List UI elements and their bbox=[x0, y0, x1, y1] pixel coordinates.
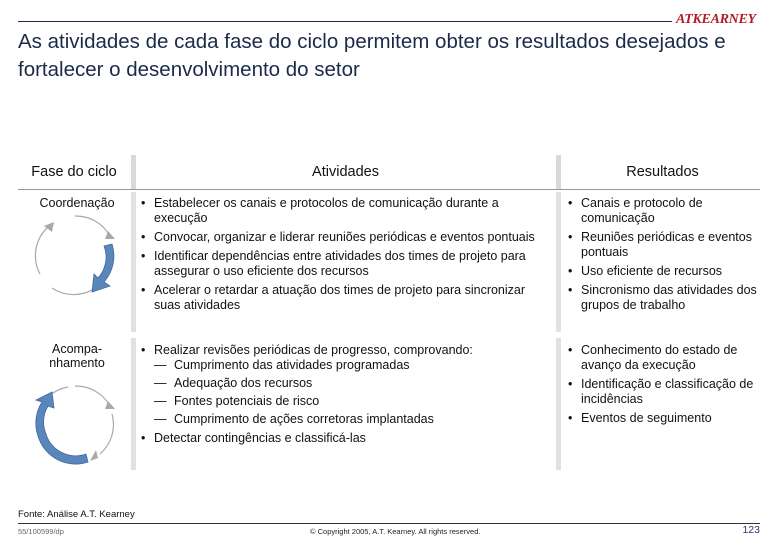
cycle-active-arrow bbox=[92, 244, 114, 292]
column-separator bbox=[556, 192, 561, 332]
result-item: • Uso eficiente de recursos bbox=[565, 264, 760, 279]
cycle-diagram-acompanhamento bbox=[28, 378, 122, 472]
cycle-segment bbox=[35, 227, 48, 274]
cycle-segment bbox=[100, 414, 113, 454]
activity-item: • Estabelecer os canais e protocolos de comunicação durante a execução bbox=[138, 196, 553, 226]
cycle-segment bbox=[52, 286, 98, 295]
result-item: • Reuniões periódicas e eventos pontuais bbox=[565, 230, 760, 260]
activity-item: • Convocar, organizar e liderar reuniões periódicas e eventos pontuais bbox=[138, 230, 553, 245]
cycle-arrowhead bbox=[105, 401, 115, 409]
activity-subitem: — Cumprimento de ações corretoras implantadas bbox=[154, 412, 553, 427]
column-separator bbox=[556, 338, 561, 470]
activities-coordenacao bbox=[138, 196, 553, 317]
title-rule bbox=[18, 21, 672, 22]
source-note: Fonte: Análise A.T. Kearney bbox=[18, 509, 135, 520]
activity-sublist bbox=[154, 358, 553, 427]
activity-item: • Identificar dependências entre atividades dos times de projeto para assegurar o uso eficiente dos recursos bbox=[138, 249, 553, 279]
cycle-arrowhead bbox=[90, 450, 98, 461]
result-item: • Eventos de seguimento bbox=[565, 411, 760, 426]
phase-coordenacao: Coordenação bbox=[39, 196, 115, 210]
header-results: Resultados bbox=[626, 164, 699, 180]
result-item: • Sincronismo das atividades dos grupos de trabalho bbox=[565, 283, 760, 313]
atkearney-logo: ATKEARNEY bbox=[676, 12, 756, 27]
activity-item: • Acelerar o retardar a atuação dos times de projeto para sincronizar suas atividades bbox=[138, 283, 553, 313]
footer-rule bbox=[18, 523, 760, 524]
column-separator bbox=[131, 192, 136, 332]
cycle-segment bbox=[75, 386, 110, 406]
header-separator bbox=[556, 155, 561, 189]
cycle-active-arrow bbox=[36, 392, 88, 464]
result-item: • Conhecimento do estado de avanço da execução bbox=[565, 343, 760, 373]
activity-item: • Detectar contingências e classificá-las bbox=[138, 431, 553, 446]
copyright-notice: © Copyright 2005, A.T. Kearney. All rights reserved. bbox=[310, 527, 481, 536]
results-acompanhamento bbox=[565, 343, 760, 430]
cycle-arrowhead bbox=[44, 222, 54, 232]
results-coordenacao bbox=[565, 196, 760, 317]
result-item: • Canais e protocolo de comunicação bbox=[565, 196, 760, 226]
activities-acompanhamento bbox=[138, 343, 553, 450]
column-separator bbox=[131, 338, 136, 470]
cycle-diagram-coordenacao bbox=[28, 208, 122, 302]
activity-subitem: — Adequação dos recursos bbox=[154, 376, 553, 391]
header-rule bbox=[18, 189, 760, 190]
activity-item bbox=[138, 343, 553, 427]
activity-intro: Realizar revisões periódicas de progresso, comprovando: bbox=[154, 343, 473, 357]
cycle-segment bbox=[75, 216, 110, 236]
cycle-arrowhead bbox=[105, 231, 115, 239]
document-code: 55/100599/dp bbox=[18, 527, 64, 536]
result-item: • Identificação e classificação de incidências bbox=[565, 377, 760, 407]
activity-subitem: — Fontes potenciais de risco bbox=[154, 394, 553, 409]
header-separator bbox=[131, 155, 136, 189]
phase-acompanhamento: Acompa-nhamento bbox=[49, 342, 105, 370]
header-phase: Fase do ciclo bbox=[31, 164, 117, 180]
header-activities: Atividades bbox=[312, 164, 379, 180]
page-number: 123 bbox=[742, 524, 760, 536]
activity-subitem: — Cumprimento das atividades programadas bbox=[154, 358, 553, 373]
page-title: As atividades de cada fase do ciclo permitem obter os resultados desejados e fortalecer o desenvolvimento do setor bbox=[18, 30, 726, 81]
